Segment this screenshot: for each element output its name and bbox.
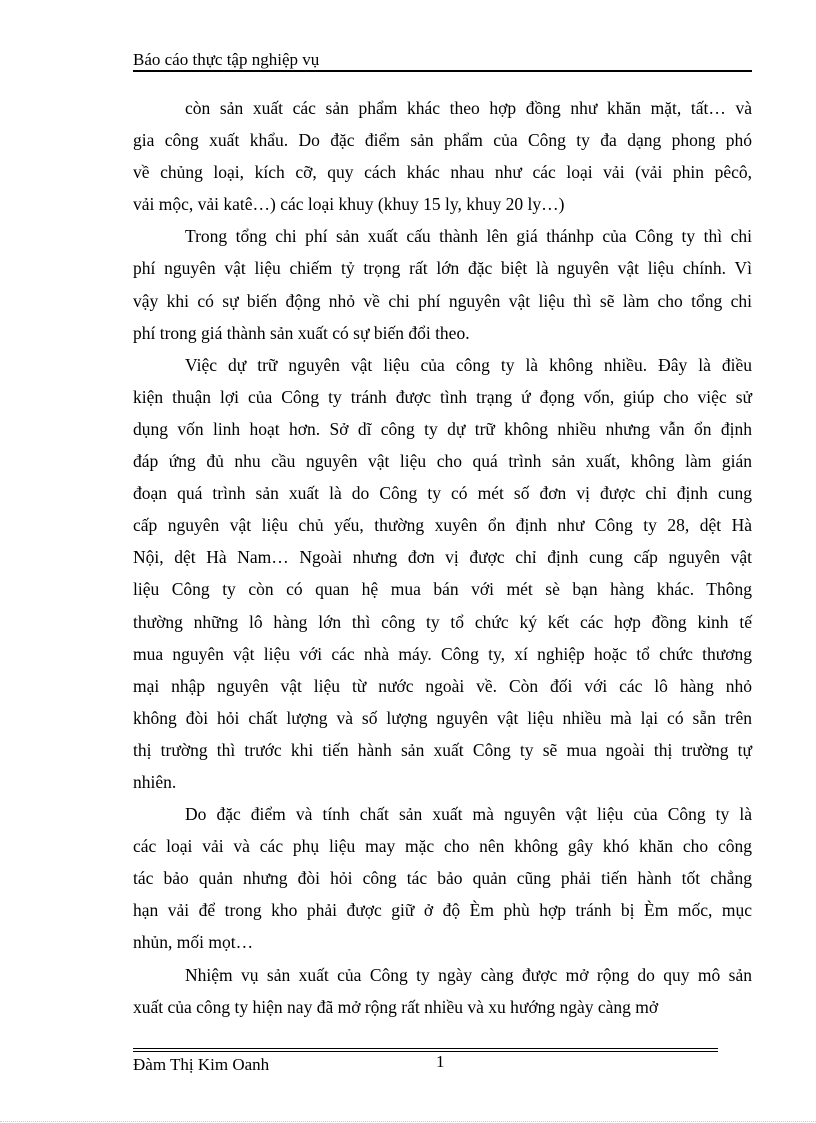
paragraph-line: vậy khi có sự biến động nhỏ về chi phí nguyên vật liệu thì sẽ làm cho tổng chi	[133, 290, 752, 311]
paragraph-line: cấp nguyên vật liệu chủ yếu, thường xuyên ổn định như Công ty 28, dệt Hà	[133, 515, 752, 536]
paragraph-line: tác bảo quản nhưng đòi hỏi công tác bảo quản cũng phải tiến hành tốt chẳng	[133, 868, 752, 889]
paragraph-line: các loại vải và các phụ liệu may mặc cho nên không gây khó khăn cho công	[133, 836, 752, 857]
paragraph-line: nhiên.	[133, 771, 177, 792]
document-body	[133, 92, 752, 1023]
footer-author: Đàm Thị Kim Oanh	[133, 1055, 270, 1074]
paragraph-line: phí trong giá thành sản xuất có sự biến đổi theo.	[133, 322, 470, 343]
page-boundary	[0, 1121, 816, 1122]
paragraph-line: đáp ứng đủ nhu cầu nguyên vật liệu cho quá trình sản xuất, không làm gián	[133, 451, 752, 472]
paragraph-line: vải mộc, vải katê…) các loại khuy (khuy 15 ly, khuy 20 ly…)	[133, 194, 565, 215]
paragraph-line: kiện thuận lợi của Công ty tránh được tình trạng ứ đọng vốn, giúp cho việc sử	[133, 386, 752, 407]
paragraph-line: còn sản xuất các sản phẩm khác theo hợp đồng như khăn mặt, tất… và	[185, 98, 752, 118]
footer-rule	[133, 1048, 718, 1052]
header-rule	[133, 70, 752, 72]
paragraph-line: phí nguyên vật liệu chiếm tỷ trọng rất lớn đặc biệt là nguyên vật liệu chính. Vì	[133, 258, 752, 279]
paragraph-line: liệu Công ty còn có quan hệ mua bán với mét sè bạn hàng khác. Thông	[133, 579, 752, 600]
paragraph-line: hạn vải để trong kho phải được giữ ở độ Èm phù hợp tránh bị Èm mốc, mục	[133, 900, 752, 921]
paragraph-line: thị trường thì trước khi tiến hành sản xuất Công ty sẽ mua ngoài thị trường tự	[133, 739, 752, 760]
paragraph-line: gia công xuất khẩu. Do đặc điểm sản phẩm của Công ty đa dạng phong phó	[133, 130, 752, 151]
paragraph-line: Nội, dệt Hà Nam… Ngoài nhưng đơn vị được chỉ định cung cấp nguyên vật	[133, 547, 752, 568]
paragraph-line: mại nhập nguyên vật liệu từ nước ngoài về. Còn đối với các lô hàng nhỏ	[133, 675, 752, 696]
paragraph-line: xuất của công ty hiện nay đã mở rộng rất nhiều và xu hướng ngày càng mở	[133, 996, 659, 1017]
paragraph-line: Do đặc điểm và tính chất sản xuất mà nguyên vật liệu của Công ty là	[185, 804, 752, 825]
paragraph-line: Nhiệm vụ sản xuất của Công ty ngày càng được mở rộng do quy mô sản	[185, 964, 752, 985]
paragraph-line: Việc dự trữ nguyên vật liệu của công ty là không nhiều. Đây là điều	[185, 354, 752, 375]
paragraph-line: dụng vốn linh hoạt hơn. Sở dĩ công ty dự trữ không nhiều nhưng vẫn ổn định	[133, 418, 752, 439]
paragraph-line: không đòi hỏi chất lượng và số lượng nguyên vật liệu nhiều mà lại có sẵn trên	[133, 707, 752, 728]
page-number: 1	[436, 1052, 445, 1071]
paragraph-line: về chủng loại, kích cỡ, quy cách khác nhau như các loại vải (vải phin pêcô,	[133, 162, 752, 183]
paragraph-line: đoạn quá trình sản xuất là do Công ty có mét số đơn vị được chỉ định cung	[133, 483, 752, 504]
paragraph-line: thường những lô hàng lớn thì công ty tổ chức ký kết các hợp đồng kinh tế	[133, 611, 752, 632]
paragraph-line: mua nguyên vật liệu với các nhà máy. Công ty, xí nghiệp hoặc tổ chức thương	[133, 643, 752, 664]
page-header-title: Báo cáo thực tập nghiệp vụ	[133, 50, 320, 69]
paragraph-line: Trong tổng chi phí sản xuất cấu thành lên giá thánhp của Công ty thì chi	[185, 226, 752, 247]
paragraph-line: nhủn, mối mọt…	[133, 932, 254, 953]
